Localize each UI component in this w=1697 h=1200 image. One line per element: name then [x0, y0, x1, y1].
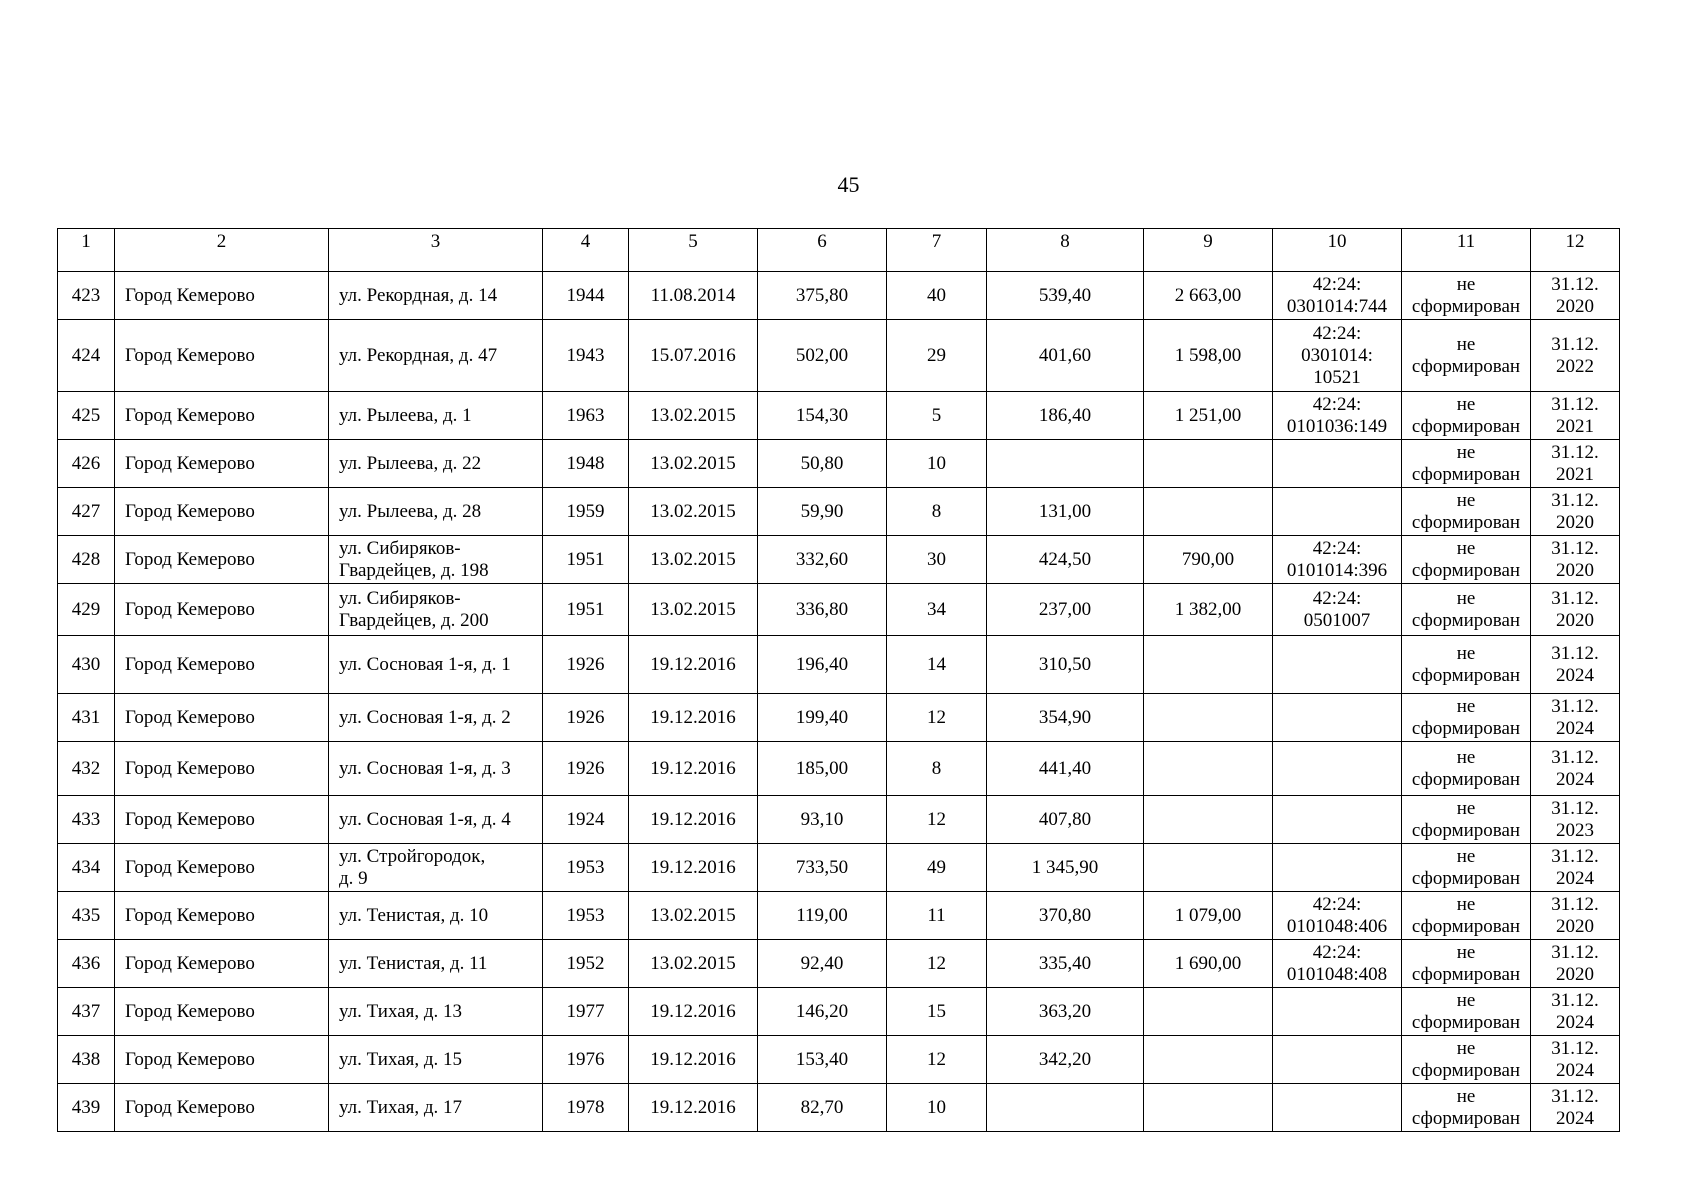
table-cell: ул. Сибиряков- Гвардейцев, д. 200 — [329, 584, 543, 636]
table-cell — [987, 440, 1144, 488]
table-cell: ул. Сибиряков- Гвардейцев, д. 198 — [329, 536, 543, 584]
table-cell: 1 598,00 — [1144, 320, 1273, 392]
table-cell: 424,50 — [987, 536, 1144, 584]
table-row — [58, 1036, 1620, 1084]
table-cell: 1977 — [543, 988, 629, 1036]
table-cell: 1963 — [543, 392, 629, 440]
table-cell: 3 — [329, 229, 543, 272]
table-cell: не сформирован — [1402, 1084, 1531, 1132]
table-cell — [1273, 1084, 1402, 1132]
table-cell: 186,40 — [987, 392, 1144, 440]
table-cell: 8 — [987, 229, 1144, 272]
table-cell — [1273, 440, 1402, 488]
table-cell: Город Кемерово — [115, 392, 329, 440]
table-cell: 42:24: 0501007 — [1273, 584, 1402, 636]
table-cell: 19.12.2016 — [629, 694, 758, 742]
table-cell: 433 — [58, 796, 115, 844]
table-cell — [1273, 488, 1402, 536]
housing-registry-table — [57, 228, 1620, 1132]
table-cell: Город Кемерово — [115, 796, 329, 844]
table-cell: не сформирован — [1402, 440, 1531, 488]
table-cell: 342,20 — [987, 1036, 1144, 1084]
table-cell: 31.12. 2024 — [1531, 988, 1620, 1036]
table-cell: 1 — [58, 229, 115, 272]
table-cell: 435 — [58, 892, 115, 940]
table-cell: 425 — [58, 392, 115, 440]
table-row — [58, 742, 1620, 796]
table-cell: 15.07.2016 — [629, 320, 758, 392]
table-cell: 441,40 — [987, 742, 1144, 796]
table-cell: ул. Тихая, д. 13 — [329, 988, 543, 1036]
table-cell: 119,00 — [758, 892, 887, 940]
table-cell: 375,80 — [758, 272, 887, 320]
table-cell: 12 — [887, 694, 987, 742]
table-cell: 13.02.2015 — [629, 392, 758, 440]
table-cell — [987, 1084, 1144, 1132]
table-header-row — [58, 229, 1620, 272]
table-cell: 19.12.2016 — [629, 1036, 758, 1084]
table-cell: 1 690,00 — [1144, 940, 1273, 988]
table-row — [58, 584, 1620, 636]
table-cell: 10 — [887, 440, 987, 488]
table-cell: 428 — [58, 536, 115, 584]
table-row — [58, 1084, 1620, 1132]
table-cell: не сформирован — [1402, 892, 1531, 940]
table-cell: 1952 — [543, 940, 629, 988]
table-cell: Город Кемерово — [115, 584, 329, 636]
table-cell: 31.12. 2024 — [1531, 636, 1620, 694]
table-cell — [1144, 844, 1273, 892]
table-cell: не сформирован — [1402, 488, 1531, 536]
table-cell: 733,50 — [758, 844, 887, 892]
table-cell: 437 — [58, 988, 115, 1036]
table-cell — [1144, 694, 1273, 742]
table-cell: 423 — [58, 272, 115, 320]
table-cell: не сформирован — [1402, 694, 1531, 742]
table-cell: 40 — [887, 272, 987, 320]
table-cell: 30 — [887, 536, 987, 584]
table-cell: Город Кемерово — [115, 892, 329, 940]
table-cell: 13.02.2015 — [629, 940, 758, 988]
table-cell: не сформирован — [1402, 272, 1531, 320]
table-cell: 1944 — [543, 272, 629, 320]
table-cell: 31.12. 2020 — [1531, 272, 1620, 320]
table-cell: 1978 — [543, 1084, 629, 1132]
table-cell: Город Кемерово — [115, 636, 329, 694]
table-cell: не сформирован — [1402, 940, 1531, 988]
table-cell: 11.08.2014 — [629, 272, 758, 320]
table-cell: 363,20 — [987, 988, 1144, 1036]
table-cell: 310,50 — [987, 636, 1144, 694]
table-row — [58, 988, 1620, 1036]
table-cell: 19.12.2016 — [629, 988, 758, 1036]
table-cell — [1273, 988, 1402, 1036]
table-cell — [1273, 796, 1402, 844]
table-cell: не сформирован — [1402, 796, 1531, 844]
table-cell — [1144, 1084, 1273, 1132]
table-cell: 82,70 — [758, 1084, 887, 1132]
table-cell: 5 — [629, 229, 758, 272]
table-cell — [1144, 988, 1273, 1036]
table-cell: 8 — [887, 488, 987, 536]
table-cell — [1273, 694, 1402, 742]
table-cell: 19.12.2016 — [629, 742, 758, 796]
table-cell: 790,00 — [1144, 536, 1273, 584]
table-cell: 4 — [543, 229, 629, 272]
table-cell — [1273, 636, 1402, 694]
table-cell: 42:24: 0101036:149 — [1273, 392, 1402, 440]
table-cell: 1 079,00 — [1144, 892, 1273, 940]
table-cell: не сформирован — [1402, 636, 1531, 694]
table-cell: не сформирован — [1402, 1036, 1531, 1084]
table-cell: 436 — [58, 940, 115, 988]
table-cell: 427 — [58, 488, 115, 536]
table-cell: 29 — [887, 320, 987, 392]
table-cell: ул. Рылеева, д. 28 — [329, 488, 543, 536]
table-cell: 50,80 — [758, 440, 887, 488]
table-cell: 426 — [58, 440, 115, 488]
table-row — [58, 440, 1620, 488]
table-cell: Город Кемерово — [115, 536, 329, 584]
table-cell: Город Кемерово — [115, 488, 329, 536]
table-cell: Город Кемерово — [115, 440, 329, 488]
table-cell: 1943 — [543, 320, 629, 392]
table-cell: 1 345,90 — [987, 844, 1144, 892]
table-cell: не сформирован — [1402, 844, 1531, 892]
table-cell: 196,40 — [758, 636, 887, 694]
table-cell: 429 — [58, 584, 115, 636]
table-cell: не сформирован — [1402, 320, 1531, 392]
table-cell: 31.12. 2022 — [1531, 320, 1620, 392]
table-cell: 42:24: 0301014:744 — [1273, 272, 1402, 320]
table-cell: 2 663,00 — [1144, 272, 1273, 320]
table-cell: 1951 — [543, 536, 629, 584]
table-cell: 539,40 — [987, 272, 1144, 320]
table-row — [58, 892, 1620, 940]
table-cell: 13.02.2015 — [629, 488, 758, 536]
table-cell: 434 — [58, 844, 115, 892]
table-cell: 49 — [887, 844, 987, 892]
table-row — [58, 536, 1620, 584]
table-cell: 431 — [58, 694, 115, 742]
table-cell: ул. Рекордная, д. 47 — [329, 320, 543, 392]
table-cell: 14 — [887, 636, 987, 694]
table-cell: 438 — [58, 1036, 115, 1084]
table-cell: 92,40 — [758, 940, 887, 988]
table-cell: 31.12. 2024 — [1531, 742, 1620, 796]
table-cell: 354,90 — [987, 694, 1144, 742]
table-cell: 8 — [887, 742, 987, 796]
table-cell: 146,20 — [758, 988, 887, 1036]
table-cell: 335,40 — [987, 940, 1144, 988]
table-cell: ул. Рылеева, д. 22 — [329, 440, 543, 488]
table-cell: 15 — [887, 988, 987, 1036]
table-cell: ул. Сосновая 1-я, д. 4 — [329, 796, 543, 844]
table-cell: 31.12. 2024 — [1531, 1036, 1620, 1084]
table-cell: Город Кемерово — [115, 1036, 329, 1084]
table-cell: 10 — [1273, 229, 1402, 272]
table-cell: 19.12.2016 — [629, 796, 758, 844]
table-cell: 59,90 — [758, 488, 887, 536]
table-cell — [1273, 742, 1402, 796]
table-cell — [1273, 844, 1402, 892]
table-cell: Город Кемерово — [115, 844, 329, 892]
table-cell: 9 — [1144, 229, 1273, 272]
table-cell: 237,00 — [987, 584, 1144, 636]
table-cell: не сформирован — [1402, 988, 1531, 1036]
table-cell: 1953 — [543, 844, 629, 892]
table-cell: 1926 — [543, 636, 629, 694]
table-cell: 153,40 — [758, 1036, 887, 1084]
table-cell — [1144, 440, 1273, 488]
table-row — [58, 488, 1620, 536]
table-cell: Город Кемерово — [115, 940, 329, 988]
table-cell: 31.12. 2020 — [1531, 892, 1620, 940]
table-cell: 336,80 — [758, 584, 887, 636]
table-cell: ул. Тенистая, д. 10 — [329, 892, 543, 940]
table-cell: 31.12. 2021 — [1531, 440, 1620, 488]
table-cell: Город Кемерово — [115, 320, 329, 392]
table-cell: 424 — [58, 320, 115, 392]
table-cell — [1144, 742, 1273, 796]
table-row — [58, 636, 1620, 694]
table-cell: ул. Сосновая 1-я, д. 3 — [329, 742, 543, 796]
table-cell: 42:24: 0101048:408 — [1273, 940, 1402, 988]
table-cell: 31.12. 2020 — [1531, 584, 1620, 636]
table-cell: 93,10 — [758, 796, 887, 844]
table-cell: 2 — [115, 229, 329, 272]
table-cell: 19.12.2016 — [629, 1084, 758, 1132]
table-cell: 12 — [887, 940, 987, 988]
table-cell: 7 — [887, 229, 987, 272]
table-cell: ул. Сосновая 1-я, д. 1 — [329, 636, 543, 694]
table-cell: 407,80 — [987, 796, 1144, 844]
table-cell: 370,80 — [987, 892, 1144, 940]
table-cell: 502,00 — [758, 320, 887, 392]
table-cell: 1926 — [543, 694, 629, 742]
table-row — [58, 320, 1620, 392]
table-cell: ул. Рекордная, д. 14 — [329, 272, 543, 320]
page-number: 45 — [837, 172, 860, 197]
table-cell: 332,60 — [758, 536, 887, 584]
table-cell: 42:24: 0101014:396 — [1273, 536, 1402, 584]
table-cell: 1976 — [543, 1036, 629, 1084]
table-cell: 430 — [58, 636, 115, 694]
table-cell: Город Кемерово — [115, 742, 329, 796]
table-cell: 42:24: 0301014: 10521 — [1273, 320, 1402, 392]
table-cell: не сформирован — [1402, 584, 1531, 636]
table-cell: 34 — [887, 584, 987, 636]
table-cell: 12 — [887, 796, 987, 844]
table-cell: не сформирован — [1402, 536, 1531, 584]
table-cell — [1144, 488, 1273, 536]
table-cell: 13.02.2015 — [629, 584, 758, 636]
table-cell — [1144, 1036, 1273, 1084]
table-cell: 401,60 — [987, 320, 1144, 392]
table-cell: 11 — [887, 892, 987, 940]
table-cell: 1948 — [543, 440, 629, 488]
table-cell: 31.12. 2021 — [1531, 392, 1620, 440]
table-cell: не сформирован — [1402, 742, 1531, 796]
table-row — [58, 272, 1620, 320]
table-cell: 1 382,00 — [1144, 584, 1273, 636]
table-row — [58, 940, 1620, 988]
table-cell: ул. Стройгородок, д. 9 — [329, 844, 543, 892]
table-row — [58, 694, 1620, 742]
table-cell: ул. Сосновая 1-я, д. 2 — [329, 694, 543, 742]
table-row — [58, 796, 1620, 844]
table-cell: ул. Тихая, д. 15 — [329, 1036, 543, 1084]
table-row — [58, 844, 1620, 892]
table-cell: Город Кемерово — [115, 988, 329, 1036]
table-cell: 42:24: 0101048:406 — [1273, 892, 1402, 940]
table-cell: 439 — [58, 1084, 115, 1132]
table-cell: 13.02.2015 — [629, 440, 758, 488]
table-cell: 1951 — [543, 584, 629, 636]
table-cell: 1924 — [543, 796, 629, 844]
table-cell: 31.12. 2020 — [1531, 940, 1620, 988]
table-cell: 1953 — [543, 892, 629, 940]
table-cell: 5 — [887, 392, 987, 440]
table-cell: 13.02.2015 — [629, 892, 758, 940]
table-cell: 432 — [58, 742, 115, 796]
table-cell: 185,00 — [758, 742, 887, 796]
table-cell: 31.12. 2024 — [1531, 844, 1620, 892]
table-cell: не сформирован — [1402, 392, 1531, 440]
table-cell — [1144, 796, 1273, 844]
table-cell — [1144, 636, 1273, 694]
table-cell: Город Кемерово — [115, 694, 329, 742]
table-cell: 31.12. 2023 — [1531, 796, 1620, 844]
table-cell: 10 — [887, 1084, 987, 1132]
table-cell: 12 — [1531, 229, 1620, 272]
table-cell: 11 — [1402, 229, 1531, 272]
table-cell: Город Кемерово — [115, 1084, 329, 1132]
table-cell: 12 — [887, 1036, 987, 1084]
table-cell: ул. Тенистая, д. 11 — [329, 940, 543, 988]
table-cell: 19.12.2016 — [629, 844, 758, 892]
table-cell: 31.12. 2024 — [1531, 694, 1620, 742]
table-cell — [1273, 1036, 1402, 1084]
table-cell: 1959 — [543, 488, 629, 536]
table-cell: 6 — [758, 229, 887, 272]
table-cell: 199,40 — [758, 694, 887, 742]
table-cell: 154,30 — [758, 392, 887, 440]
table-cell: 13.02.2015 — [629, 536, 758, 584]
table-cell: 31.12. 2024 — [1531, 1084, 1620, 1132]
table-row — [58, 392, 1620, 440]
table-cell: Город Кемерово — [115, 272, 329, 320]
table-cell: 131,00 — [987, 488, 1144, 536]
table-cell: 1 251,00 — [1144, 392, 1273, 440]
table-cell: ул. Рылеева, д. 1 — [329, 392, 543, 440]
table-cell: ул. Тихая, д. 17 — [329, 1084, 543, 1132]
table-cell: 1926 — [543, 742, 629, 796]
table-cell: 31.12. 2020 — [1531, 536, 1620, 584]
table-cell: 19.12.2016 — [629, 636, 758, 694]
table-cell: 31.12. 2020 — [1531, 488, 1620, 536]
